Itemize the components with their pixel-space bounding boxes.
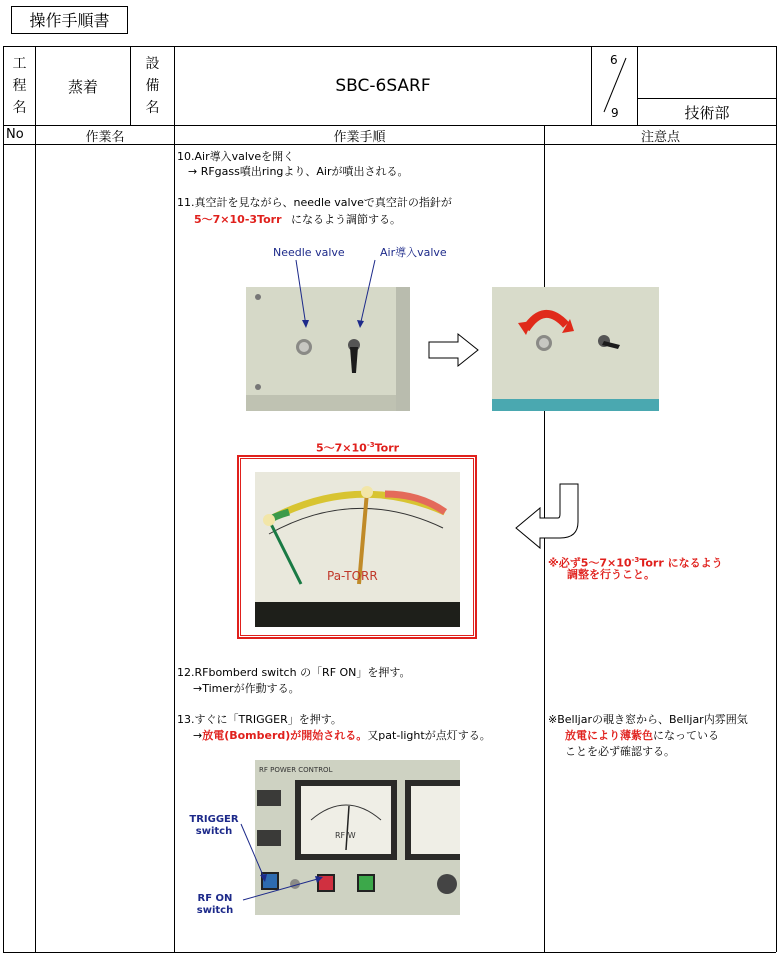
vacuum-gauge-photo [255, 472, 460, 627]
arrow-right-icon [428, 332, 480, 368]
u-turn-arrow-icon [512, 482, 582, 552]
gauge-caption-base: 5〜7×10 [316, 441, 367, 455]
switch-pointer-arrows [235, 820, 335, 910]
note2-tail: になっている [653, 729, 719, 742]
rf-panel-label: RF POWER CONTROL [259, 766, 333, 774]
step13-detail [193, 729, 491, 743]
note1-line2: 調整を行うこと。 [567, 568, 655, 581]
note1-exp: -3 [631, 556, 640, 564]
process-label-char: 程 [12, 78, 27, 94]
equipment-label [131, 47, 174, 125]
step11-line2 [194, 213, 401, 227]
equipment-label-char: 備 [145, 78, 160, 94]
step13-tail: 又pat-lightが点灯する。 [367, 729, 491, 742]
rf-meter-label: RF W [335, 831, 356, 840]
step11-suffix: になるよう調節する。 [291, 213, 402, 226]
equipment-label-char: 名 [145, 100, 160, 116]
gauge-caption-unit: Torr [374, 441, 400, 455]
step13-arrow: → [193, 729, 203, 742]
table-left-border [3, 46, 4, 952]
air-valve-label: Air導入valve [380, 246, 447, 259]
col-divider-3 [174, 46, 175, 952]
step12-detail: →Timerが作動する。 [193, 682, 300, 695]
gauge-dial-text: Pa-TORR [327, 569, 378, 583]
process-label-char: 工 [12, 56, 27, 72]
note2-line2 [565, 729, 719, 743]
note2-red-text: 放電により薄紫色 [565, 729, 653, 742]
col-header-notes: 注意点 [640, 129, 680, 145]
process-label [4, 47, 35, 125]
header-divider-4 [591, 46, 592, 125]
process-label-char: 名 [12, 100, 27, 116]
step13-title: 13.すぐに「TRIGGER」を押す。 [177, 713, 342, 726]
col-header-work-name: 作業名 [85, 129, 125, 145]
valve-open-image [492, 287, 659, 411]
rfon-label-sub: switch [196, 905, 234, 916]
step12-title: 12.RFbomberd switch の「RF ON」を押す。 [177, 666, 411, 679]
col-header-procedure: 作業手順 [333, 129, 386, 145]
page-total: 9 [611, 106, 619, 120]
equipment-name: SBC-6SARF [335, 76, 431, 96]
equipment-label-char: 設 [145, 56, 160, 72]
vacuum-gauge-image [255, 472, 460, 627]
rfon-switch-label [190, 893, 240, 917]
step10-detail: → RFgass噴出ringより、Airが噴出される。 [188, 165, 409, 178]
department: 技術部 [684, 103, 730, 122]
col-divider-1 [35, 46, 36, 952]
gauge-caption [316, 438, 399, 456]
valve-open-photo [492, 287, 659, 411]
col-header-no: No [6, 127, 24, 142]
label-arrows [260, 256, 390, 336]
trigger-label-sub: switch [195, 826, 233, 837]
table-bottom-border [3, 952, 776, 953]
needle-valve-label: Needle valve [273, 246, 345, 259]
trigger-switch-label [186, 814, 242, 838]
step11-value: 5〜7×10-3Torr [194, 213, 282, 226]
table-right-border [776, 46, 777, 952]
step13-red-text: 放電(Bomberd)が開始される。 [202, 729, 368, 742]
process-name: 蒸着 [67, 77, 98, 96]
step10-title: 10.Air導入valveを開く [177, 150, 295, 163]
note1-line1-start: ※必ず5〜7×10 [548, 556, 632, 570]
gauge-caption-exp: -3 [366, 441, 375, 449]
step11-title: 11.真空計を見ながら、needle valveで真空計の指針が [177, 196, 452, 209]
note2-line3: ことを必ず確認する。 [565, 745, 675, 758]
note2-line1: ※Belljarの覗き窓から、Belljar内雰囲気 [548, 713, 748, 726]
rfon-label-text: RF ON [197, 893, 233, 904]
trigger-label-text: TRIGGER [189, 814, 239, 825]
page-current: 6 [610, 53, 618, 67]
note1-line1-tail: Torr になるよう [639, 556, 723, 570]
document-title: 操作手順書 [11, 6, 128, 34]
